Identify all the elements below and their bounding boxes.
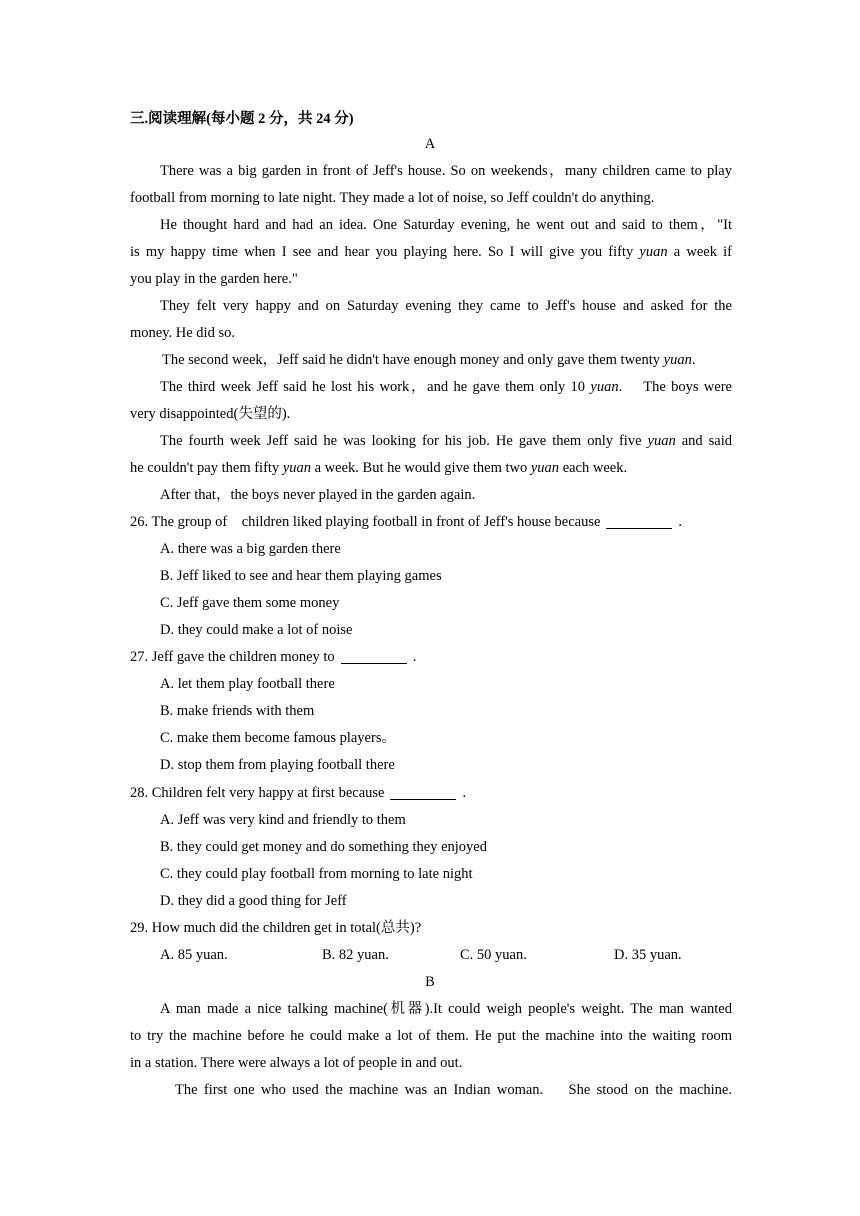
passage-a-line: The second week，Jeff said he didn't have enough money and only gave them twenty yuan. bbox=[162, 352, 696, 368]
question-28: 28. Children felt very happy at first because . bbox=[130, 785, 467, 801]
option-26-c: C. Jeff gave them some money bbox=[160, 595, 340, 611]
passage-b-label: B bbox=[425, 974, 435, 990]
option-28-b: B. they could get money and do something they enjoyed bbox=[160, 839, 487, 855]
option-29-c: C. 50 yuan. bbox=[460, 947, 527, 963]
passage-a-line: he couldn't pay them fifty yuan a week. But he would give them two yuan each week. bbox=[130, 460, 628, 476]
passage-a-line: very disappointed(失望的). bbox=[130, 406, 291, 422]
option-26-d: D. they could make a lot of noise bbox=[160, 622, 353, 638]
passage-a-line: money. He did so. bbox=[130, 325, 235, 341]
option-27-c: C. make them become famous players。 bbox=[160, 730, 396, 746]
option-26-b: B. Jeff liked to see and hear them playing games bbox=[160, 568, 442, 584]
option-28-c: C. they could play football from morning to late night bbox=[160, 866, 473, 882]
answer-blank[interactable] bbox=[606, 513, 672, 529]
passage-a-line: They felt very happy and on Saturday evening they came to Jeff's house and asked for the bbox=[160, 298, 732, 314]
passage-a-label: A bbox=[424, 136, 436, 152]
question-26: 26. The group of children liked playing football in front of Jeff's house because . bbox=[130, 514, 683, 530]
option-29-b: B. 82 yuan. bbox=[322, 947, 389, 963]
option-27-b: B. make friends with them bbox=[160, 703, 315, 719]
option-27-a: A. let them play football there bbox=[160, 676, 335, 692]
option-28-d: D. they did a good thing for Jeff bbox=[160, 893, 347, 909]
answer-blank[interactable] bbox=[341, 648, 407, 664]
question-29: 29. How much did the children get in total(总共)? bbox=[130, 920, 422, 936]
passage-a-line: The third week Jeff said he lost his work，and he gave them only 10 yuan. The boys were bbox=[160, 379, 732, 395]
section-title: 三.阅读理解(每小题 2 分，共 24 分) bbox=[130, 111, 354, 127]
passage-a-line: is my happy time when I see and hear you playing here. So I will give you fifty yuan a week if bbox=[130, 244, 732, 260]
passage-a-line: He thought hard and had an idea. One Saturday evening, he went out and said to them，"It bbox=[160, 217, 732, 233]
passage-a-line: you play in the garden here." bbox=[130, 271, 298, 287]
option-28-a: A. Jeff was very kind and friendly to them bbox=[160, 812, 406, 828]
option-29-a: A. 85 yuan. bbox=[160, 947, 228, 963]
question-27: 27. Jeff gave the children money to . bbox=[130, 649, 417, 665]
passage-b-line: A man made a nice talking machine(机器).It could weigh people's weight. The man wanted bbox=[160, 1001, 732, 1017]
option-27-d: D. stop them from playing football there bbox=[160, 757, 395, 773]
passage-b-line: in a station. There were always a lot of people in and out. bbox=[130, 1055, 463, 1071]
passage-a-line: There was a big garden in front of Jeff's house. So on weekends，many children came to play bbox=[160, 163, 732, 179]
passage-b-line: The first one who used the machine was an Indian woman. She stood on the machine. bbox=[175, 1082, 732, 1098]
option-29-d: D. 35 yuan. bbox=[614, 947, 682, 963]
passage-b-line: to try the machine before he could make a lot of them. He put the machine into the waiting room bbox=[130, 1028, 732, 1044]
passage-a-line: After that，the boys never played in the garden again. bbox=[160, 487, 476, 503]
answer-blank[interactable] bbox=[390, 784, 456, 800]
passage-a-line: football from morning to late night. They made a lot of noise, so Jeff couldn't do anything. bbox=[130, 190, 655, 206]
passage-a-line: The fourth week Jeff said he was looking for his job. He gave them only five yuan and said bbox=[160, 433, 732, 449]
option-26-a: A. there was a big garden there bbox=[160, 541, 341, 557]
